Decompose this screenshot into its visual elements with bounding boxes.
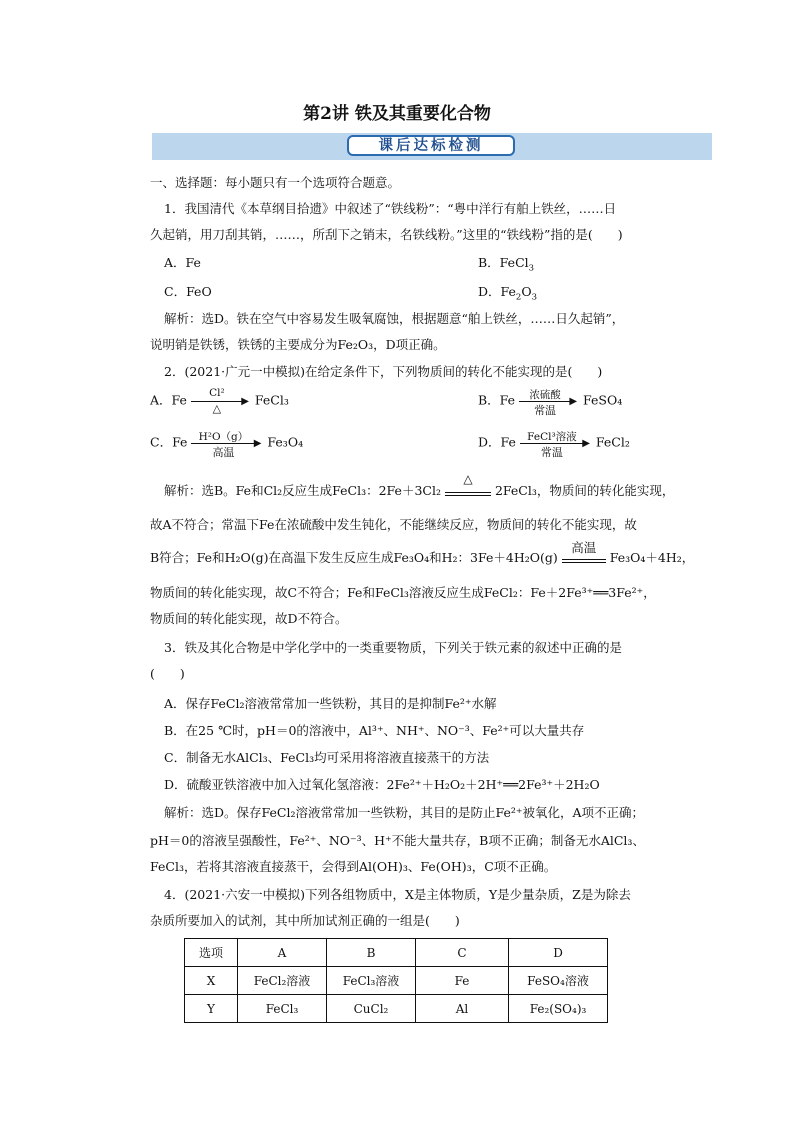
table-cell: B [327, 939, 416, 967]
equation-sign: △ [445, 488, 491, 496]
q3-option-a: A．保存FeCl₂溶液常常加一些铁粉，其目的是抑制Fe²⁺水解 [164, 696, 497, 711]
q2-option-b: B．Fe 浓硫酸 ▶ 常温 FeSO₄ [478, 389, 623, 417]
section-banner [152, 133, 712, 160]
section-heading: 一、选择题：每小题只有一个选项符合题意。 [150, 175, 401, 190]
q2-stem: 2．(2021·广元一中模拟)在给定条件下，下列物质间的转化不能实现的是( ) [164, 364, 603, 379]
reaction-arrow: Cl² ▶ △ [191, 388, 251, 414]
table-row [185, 995, 608, 1023]
q2-option-d: D．Fe FeCl³溶液 ▶ 常温 FeCl₂ [478, 431, 630, 459]
table-cell: FeCl₃溶液 [327, 967, 416, 995]
q1-stem-2: 久起销，用刀刮其销，……，所刮下之销末，名铁线粉。”这里的“铁线粉”指的是( ) [150, 227, 623, 242]
q1-option-b: B．FeCl$_3$ [478, 255, 535, 274]
q3-analysis-1: 解析：选D。保存FeCl₂溶液常常加一些铁粉，其目的是防止Fe²⁺被氧化，A项不正确； [164, 805, 645, 820]
q3-analysis-3: FeCl₃，若将其溶液直接蒸干，会得到Al(OH)₃、Fe(OH)₃，C项不正确。 [150, 859, 557, 874]
equation-sign: 高温 [562, 555, 606, 563]
q1-stem-1: 1．我国清代《本草纲目拾遗》中叙述了“铁线粉”：“粤中洋行有舶上铁丝，……日 [164, 201, 617, 216]
q2-analysis-1: 解析：选B。Fe和Cl₂反应生成FeCl₃：2Fe＋3Cl₂ △ 2FeCl₃，物质间的转化能实现， [164, 471, 675, 498]
options-table [184, 938, 608, 1023]
q3-option-c: C．制备无水AlCl₃、FeCl₃均可采用将溶液直接蒸干的方法 [164, 750, 490, 765]
reaction-arrow: FeCl³溶液 ▶ 常温 [520, 430, 592, 456]
table-cell: Al [416, 995, 509, 1023]
table-cell: FeSO₄溶液 [509, 967, 608, 995]
q1-analysis-2: 说明销是铁锈，铁锈的主要成分为Fe₂O₃，D项正确。 [150, 337, 446, 352]
q2-option-c: C．Fe H²O（g） ▶ 高温 Fe₃O₄ [150, 431, 304, 459]
table-cell: FeCl₃ [238, 995, 327, 1023]
q4-stem-1: 4．(2021·六安一中模拟)下列各组物质中，X是主体物质，Y是少量杂质，Z是为除去 [164, 887, 631, 902]
q2-analysis-2: 故A不符合；常温下Fe在浓硫酸中发生钝化，不能继续反应，物质间的转化不能实现，故 [150, 517, 637, 532]
table-cell: Fe₂(SO₄)₃ [509, 995, 608, 1023]
table-cell: CuCl₂ [327, 995, 416, 1023]
q4-stem-2: 杂质所要加入的试剂，其中所加试剂正确的一组是( ) [150, 913, 460, 928]
page-title: 第2讲 铁及其重要化合物 [303, 104, 491, 124]
table-cell: Y [185, 995, 238, 1023]
banner-label: 课后达标检测 [347, 135, 515, 156]
reaction-arrow: H²O（g） ▶ 高温 [191, 430, 263, 456]
q3-option-b: B．在25 ℃时，pH＝0的溶液中，Al³⁺、NH⁺、NO⁻³、Fe²⁺可以大量共存 [164, 723, 585, 738]
q2-analysis-3: B符合；Fe和H₂O(g)在高温下发生反应生成Fe₃O₄和H₂：3Fe＋4H₂O(g) 高温 Fe₃O₄＋4H₂， [150, 539, 695, 565]
table-cell: Fe [416, 967, 509, 995]
q2-analysis-5: 物质间的转化能实现，故D不符合。 [150, 611, 348, 626]
q1-option-c: C．FeO [164, 284, 212, 299]
table-cell: 选项 [185, 939, 238, 967]
table-row [185, 939, 608, 967]
q3-stem-1: 3．铁及其化合物是中学化学中的一类重要物质，下列关于铁元素的叙述中正确的是 [164, 640, 622, 655]
q3-stem-2: ( ) [150, 666, 185, 681]
q1-analysis-1: 解析：选D。铁在空气中容易发生吸氧腐蚀，根据题意“舶上铁丝，……日久起销”， [164, 311, 625, 326]
table-row [185, 967, 608, 995]
q2-option-a: A．Fe Cl² ▶ △ FeCl₃ [150, 387, 289, 415]
table-cell: C [416, 939, 509, 967]
table-cell: D [509, 939, 608, 967]
q3-analysis-2: pH＝0的溶液呈强酸性，Fe²⁺、NO⁻³、H⁺不能大量共存，B项不正确；制备无水AlCl₃、 [150, 833, 645, 848]
q3-option-d: D．硫酸亚铁溶液中加入过氧化氢溶液：2Fe²⁺＋H₂O₂＋2H⁺══2Fe³⁺＋2H₂O [164, 777, 600, 792]
table-cell: X [185, 967, 238, 995]
table-cell: A [238, 939, 327, 967]
q1-option-a: A．Fe [164, 255, 201, 270]
reaction-arrow: 浓硫酸 ▶ 常温 [519, 388, 579, 414]
q1-option-d: D．$Fe_2O_3$ [478, 284, 538, 303]
q2-analysis-4: 物质间的转化能实现，故C不符合；Fe和FeCl₃溶液反应生成FeCl₂：Fe＋2Fe³⁺══3Fe²⁺， [150, 585, 656, 600]
table-cell: FeCl₂溶液 [238, 967, 327, 995]
